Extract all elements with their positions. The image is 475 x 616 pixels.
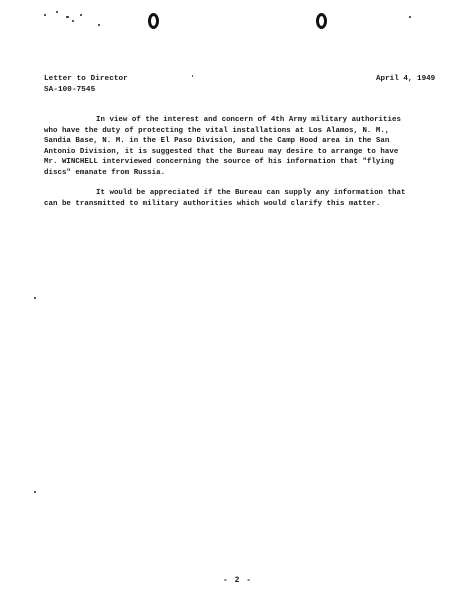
scan-speck <box>192 75 193 77</box>
scan-speck <box>72 20 74 22</box>
letter-reference <box>44 74 128 95</box>
scan-speck <box>56 11 58 13</box>
scan-speck <box>34 297 36 299</box>
addressee-line: Letter to Director <box>44 75 128 83</box>
paragraph-line: In view of the interest and concern of 4th Army military authorities <box>96 116 401 124</box>
scan-speck <box>409 16 411 18</box>
body-paragraph-2 <box>44 188 444 209</box>
paragraph-line: It would be appreciated if the Bureau can supply any information that <box>96 189 406 197</box>
scan-speck <box>44 14 46 16</box>
page-number: - 2 - <box>222 576 252 585</box>
paragraph-line: Antonio Division, it is suggested that the Bureau may desire to arrange to have <box>44 147 399 156</box>
paragraph-line: Mr. WINCHELL interviewed concerning the source of his information that "flying <box>44 158 394 167</box>
scan-speck <box>66 16 69 18</box>
file-number: SA-100-7545 <box>44 85 96 94</box>
scan-speck <box>80 14 82 16</box>
paragraph-line: who have the duty of protecting the vital installations at Los Alamos, N. M., <box>44 126 390 135</box>
paragraph-line: can be transmitted to military authorities which would clarify this matter. <box>44 199 381 208</box>
paragraph-line: Sandia Base, N. M. in the El Paso Division, and the Camp Hood area in the San <box>44 137 390 146</box>
letter-date: April 4, 1949 <box>376 75 436 83</box>
punch-hole-right <box>316 13 327 29</box>
scan-speck <box>34 491 36 493</box>
paragraph-line: discs" emanate from Russia. <box>44 168 166 177</box>
scan-speck <box>98 24 100 26</box>
body-paragraph-1 <box>44 115 444 179</box>
punch-hole-left <box>148 13 159 29</box>
